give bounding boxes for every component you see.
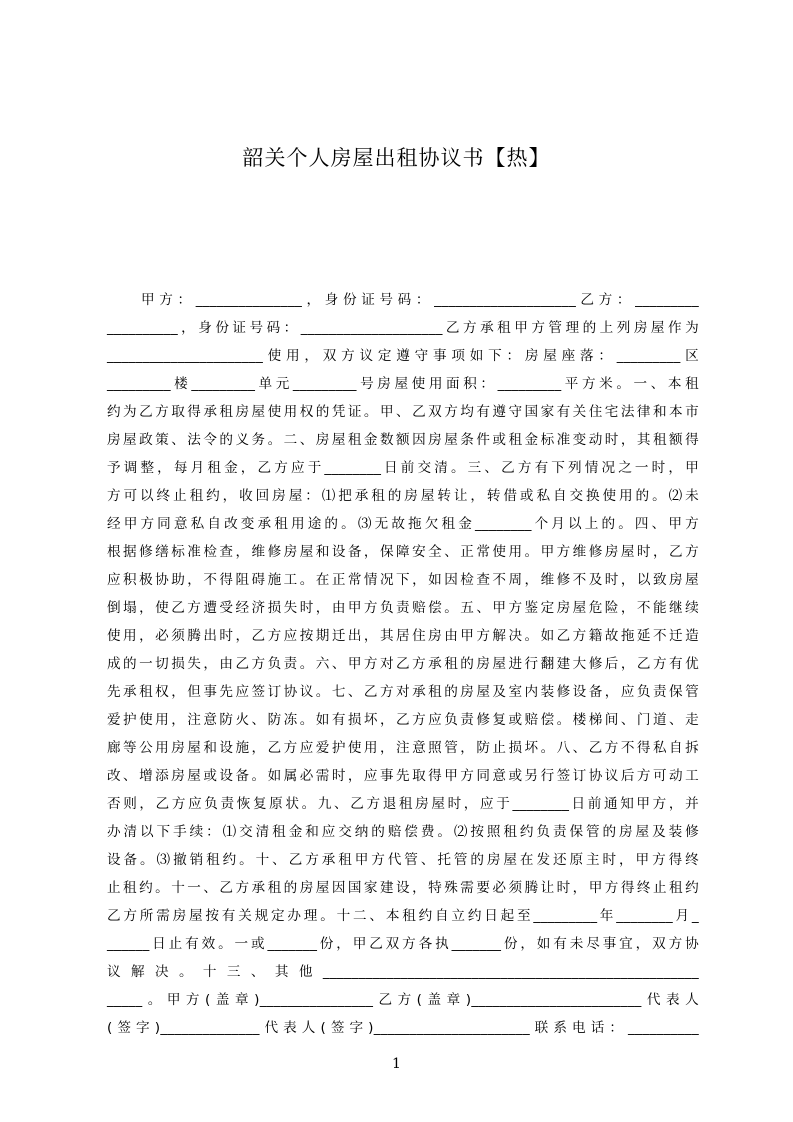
text-line: 办清以下手续：⑴交清租金和应交纳的赔偿费。⑵按照租约负责保管的房屋及装修 <box>107 824 699 840</box>
text-line: 爱护使用，注意防火、防冻。如有损坏，乙方应负责修复或赔偿。楼梯间、门道、走 <box>107 712 699 728</box>
text-line: 议解决。十三、其他_____________________________________________________ <box>107 964 699 980</box>
text-line: 应积极协助，不得阻碍施工。在正常情况下，如因检查不周，维修不及时，以致房屋 <box>107 572 699 588</box>
text-line: ______日止有效。一或_______份，甲乙双方各执_______份，如有未尽事宜，双方协 <box>107 936 699 952</box>
text-line: 予调整，每月租金，乙方应于________日前交清。三、乙方有下列情况之一时，甲 <box>107 460 699 476</box>
text-line: (签字)______________代表人(签字)______________________联系电话：__________ <box>107 1020 699 1036</box>
text-line: 止租约。十一、乙方承租的房屋因国家建设，特殊需要必须腾让时，甲方得终止租约 <box>107 880 699 896</box>
text-line: 房屋政策、法令的义务。二、房屋租金数额因房屋条件或租金标准变动时，其租额得 <box>107 432 699 448</box>
text-line: _________楼_________单元_________号房屋使用面积：_________平方米。一、本租 <box>107 376 699 392</box>
text-line: 改、增添房屋或设备。如属必需时，应事先取得甲方同意或另行签订协议后方可动工 <box>107 768 699 784</box>
text-line: __________，身份证号码：____________________乙方承租甲方管理的上列房屋作为 <box>107 320 699 336</box>
text-line: ______________________使用，双方议定遵守事项如下：房屋座落：_________区 <box>107 348 699 364</box>
text-line: 方可以终止租约，收回房屋：⑴把承租的房屋转让，转借或私自交换使用的。⑵未 <box>107 488 699 504</box>
text-line: 先承租权，但事先应签订协议。七、乙方对承租的房屋及室内装修设备，应负责保管 <box>107 684 699 700</box>
text-line: 乙方所需房屋按有关规定办理。十二、本租约自立约日起至_________年________月_ <box>107 908 699 924</box>
contract-body <box>107 286 699 1042</box>
text-line: 使用，必须腾出时，乙方应按期迁出，其居住房由甲方解决。如乙方籍故拖延不迁造 <box>107 628 699 644</box>
document-title: 韶关个人房屋出租协议书【热】 <box>242 146 551 170</box>
text-line: 设备。⑶撤销租约。十、乙方承租甲方代管、托管的房屋在发还原主时，甲方得终 <box>107 852 699 868</box>
page-number: 1 <box>392 1056 401 1072</box>
text-line: 成的一切损失，由乙方负责。六、甲方对乙方承租的房屋进行翻建大修后，乙方有优 <box>107 656 699 672</box>
text-line: _____。甲方(盖章)________________乙方(盖章)________________________代表人 <box>107 992 699 1008</box>
text-line: 经甲方同意私自改变承租用途的。⑶无故拖欠租金________个月以上的。四、甲方 <box>107 516 699 532</box>
text-line: 倒塌，使乙方遭受经济损失时，由甲方负责赔偿。五、甲方鉴定房屋危险，不能继续 <box>107 600 699 616</box>
text-line: 廊等公用房屋和设施，乙方应爱护使用，注意照管，防止损坏。八、乙方不得私自拆 <box>107 740 699 756</box>
text-line: 根据修缮标准检查，维修房屋和设备，保障安全、正常使用。甲方维修房屋时，乙方 <box>107 544 699 560</box>
text-line: 否则，乙方应负责恢复原状。九、乙方退租房屋时，应于________日前通知甲方，并 <box>107 796 699 812</box>
text-line: 约为乙方取得承租房屋使用权的凭证。甲、乙双方均有遵守国家有关住宅法律和本市 <box>107 404 699 420</box>
text-line: 甲方：_______________，身份证号码：____________________乙方：_________ <box>141 292 699 308</box>
